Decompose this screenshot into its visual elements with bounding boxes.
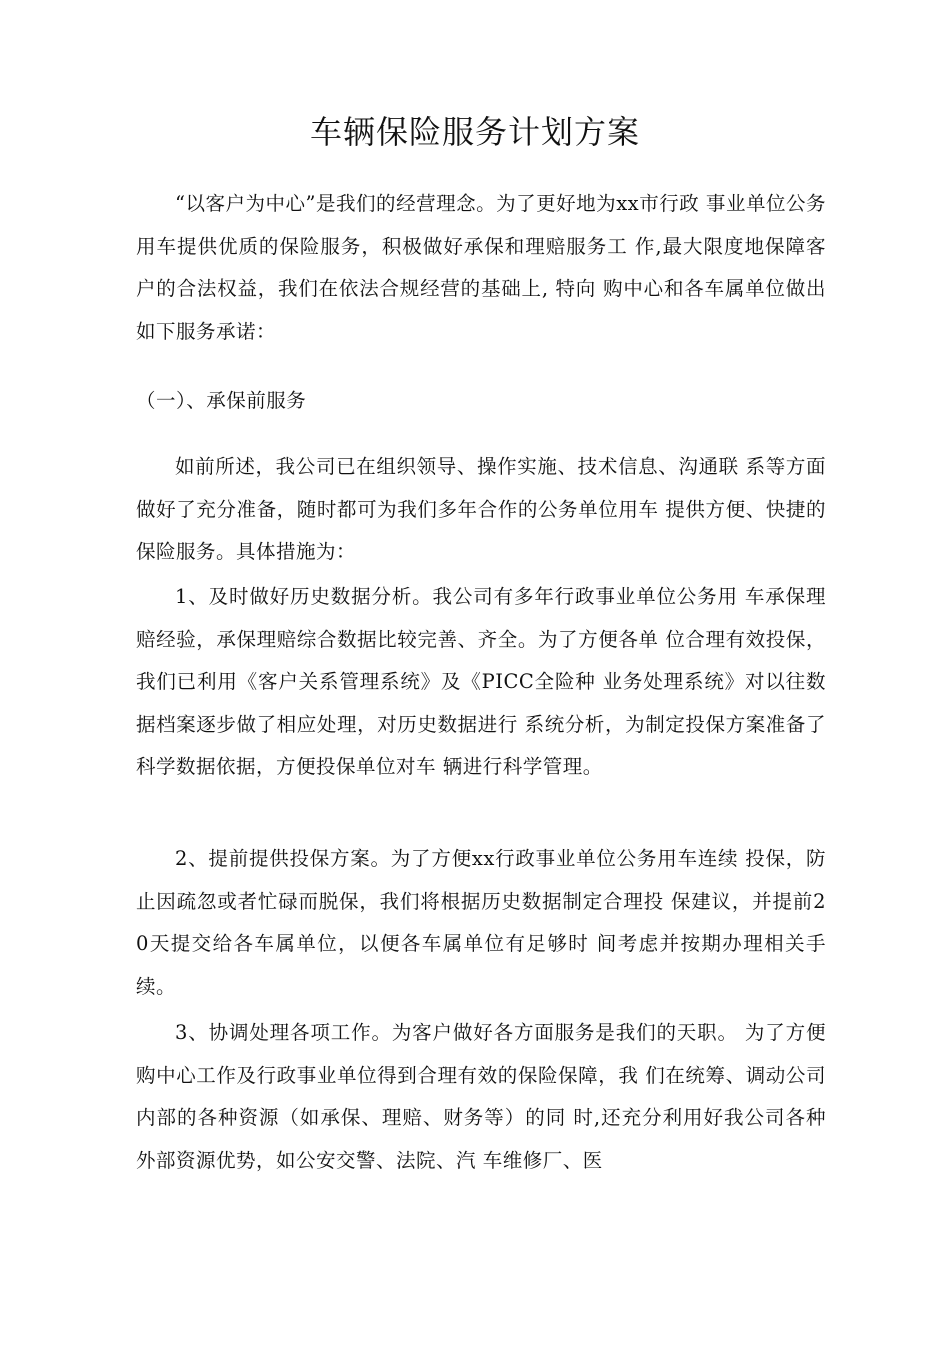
list-item-coordination: 3、协调处理各项工作。为客户做好各方面服务是我们的天职。 为了方便购中心工作及行政事业单位得到合理有效的保险保障，我 们在统筹、调动公司内部的各种资源（如承保、理赔、财务等）的同 时,还充分利用好我公司各种外部资源优势，如公安交警、法院、汽 车维修厂、医 (136, 1021, 826, 1172)
list-item-historical-data: 1、及时做好历史数据分析。我公司有多年行政事业单位公务用 车承保理赔经验，承保理赔综合数据比较完善、齐全。为了方便各单 位合理有效投保，我们已利用《客户关系管理系统》及《PICC全险种 业务处理系统》对以往数据档案逐步做了相应处理，对历史数据进行 系统分析，为制定投保方案准备了科学数据依据，方便投保单位对车 辆进行科学管理。 (136, 585, 826, 778)
section-heading-pre-underwriting: （一）、承保前服务 (136, 389, 307, 412)
section-intro-paragraph: 如前所述，我公司已在组织领导、操作实施、技术信息、沟通联 系等方面做好了充分准备，随时都可为我们多年合作的公务单位用车 提供方便、快捷的保险服务。具体措施为： (136, 455, 826, 563)
document-title: 车辆保险服务计划方案 (309, 113, 640, 151)
list-item-insurance-plan: 2、提前提供投保方案。为了方便xx行政事业单位公务用车连续 投保，防止因疏忽或者忙碌而脱保，我们将根据历史数据制定合理投 保建议，并提前20天提交给各车属单位，以便各车属单位有足够时 间考虑并按期办理相关手续。 (136, 847, 826, 998)
intro-paragraph: “以客户为中心”是我们的经营理念。为了更好地为xx市行政 事业单位公务用车提供优质的保险服务，积极做好承保和理赔服务工 作,最大限度地保障客户的合法权益，我们在依法合规经营的基础上, 特向 购中心和各车属单位做出如下服务承诺： (136, 192, 826, 343)
